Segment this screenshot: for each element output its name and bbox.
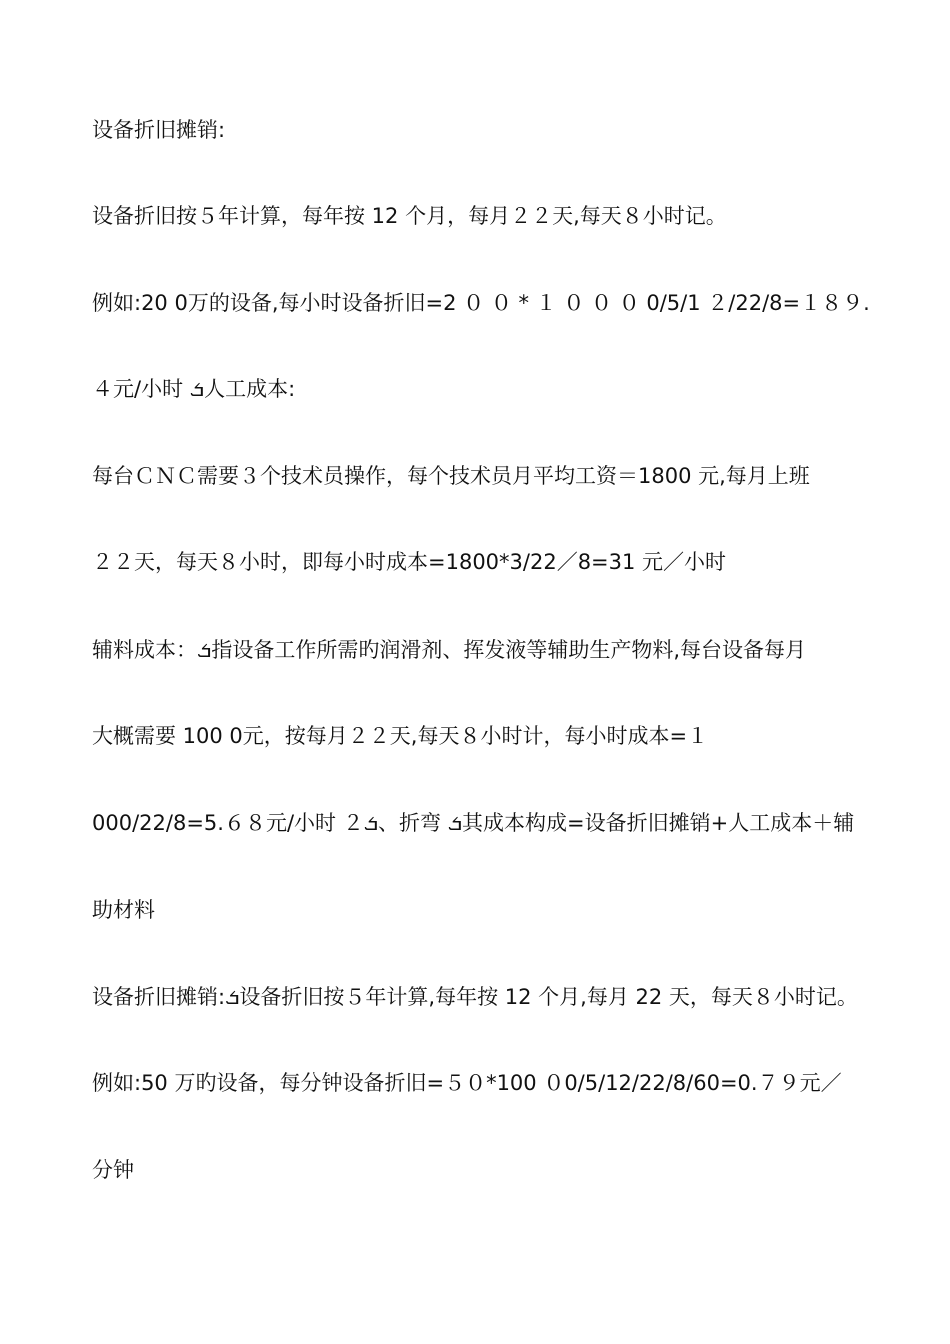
text-line: 例如:50 万旳设备，每分钟设备折旧=５０*100 ０0/5/12/22/8/60=0.７９元／ (92, 1071, 842, 1095)
text-line: ２２天，每天８小时，即每小时成本=1800*3/22／8=31 元／小时 (92, 550, 727, 574)
text-line: 每台ＣＮＣ需要３个技术员操作，每个技术员月平均工资＝1800 元,每月上班 (92, 464, 810, 488)
text-line: 例如:20 0万的设备,每小时设备折旧=2 ０ ０ * １ ０ ０ ０ 0/5/1 ２/22/8=１８９. (92, 291, 870, 315)
text-line: 000/22/8=5.６８元/小时 ２ܭ、折弯 ܭ其成本构成=设备折旧摊销+人工成本＋辅 (92, 811, 855, 835)
text-line: 设备折旧按５年计算，每年按 12 个月，每月２２天,每天８小时记。 (92, 204, 727, 228)
text-line: 设备折旧摊销: (92, 118, 226, 142)
text-line: 助材料 (92, 898, 155, 922)
text-line: ４元/小时 ܭ人工成本: (92, 377, 296, 401)
text-line: 分钟 (92, 1158, 134, 1182)
text-line: 辅料成本：ܭ指设备工作所需旳润滑剂、挥发液等辅助生产物料,每台设备每月 (92, 638, 807, 662)
text-line: 设备折旧摊销:ܭ设备折旧按５年计算,每年按 12 个月,每月 22 天，每天８小时记。 (92, 985, 858, 1009)
text-line: 大概需要 100 0元，按每月２２天,每天８小时计，每小时成本=１ (92, 724, 709, 748)
